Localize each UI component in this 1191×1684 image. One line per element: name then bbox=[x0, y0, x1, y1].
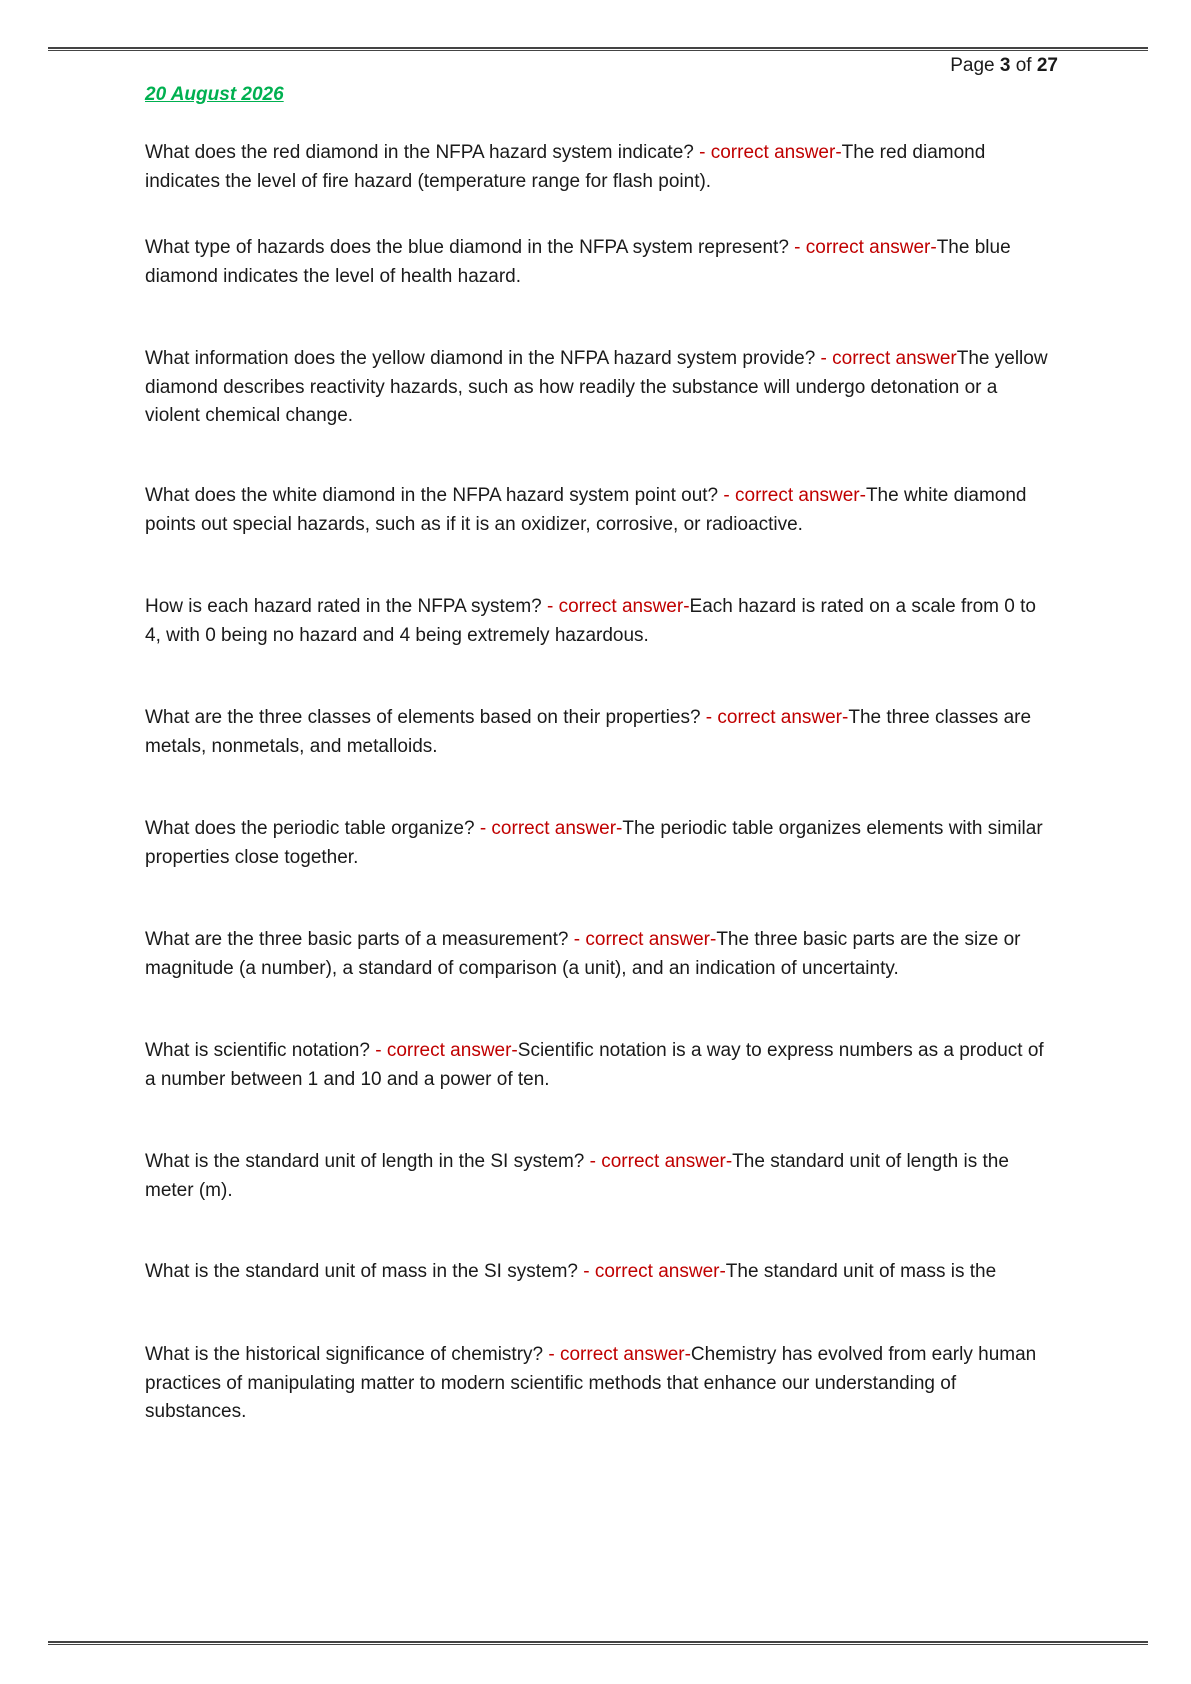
page-total: 27 bbox=[1036, 55, 1058, 76]
question-text: What does the red diamond in the NFPA hazard system indicate? bbox=[145, 142, 694, 163]
answer-label: - correct answer- bbox=[577, 1261, 726, 1282]
qa-item bbox=[145, 139, 1055, 196]
page-number bbox=[950, 54, 1058, 78]
question-text: What is the standard unit of mass in the SI system? bbox=[145, 1261, 578, 1282]
qa-item bbox=[145, 234, 1055, 291]
answer-label: - correct answer- bbox=[541, 596, 690, 617]
answer-text: The white diamond points out special hazards, such as if it is an oxidizer, corrosive, or radioactive. bbox=[145, 485, 1027, 535]
answer-label: - correct answer- bbox=[700, 707, 849, 728]
answer-text: The three classes are metals, nonmetals, and metalloids. bbox=[145, 707, 1032, 757]
question-text: What information does the yellow diamond in the NFPA hazard system provide? bbox=[145, 348, 816, 369]
answer-label: - correct answer- bbox=[474, 818, 623, 839]
answer-label: - correct answer- bbox=[584, 1151, 733, 1172]
answer-label: - correct answer- bbox=[788, 237, 937, 258]
question-text: What are the three classes of elements based on their properties? bbox=[145, 707, 701, 728]
qa-item bbox=[145, 704, 1055, 761]
header-rule bbox=[48, 47, 1148, 51]
qa-item bbox=[145, 345, 1055, 431]
qa-item bbox=[145, 1258, 1055, 1287]
question-text: What are the three basic parts of a measurement? bbox=[145, 929, 569, 950]
question-text: What is the standard unit of length in the SI system? bbox=[145, 1151, 585, 1172]
page-current: 3 bbox=[999, 55, 1011, 76]
qa-item bbox=[145, 1037, 1055, 1094]
answer-label: - correct answer- bbox=[718, 485, 866, 506]
qa-item bbox=[145, 1148, 1055, 1205]
qa-item bbox=[145, 482, 1055, 539]
qa-item bbox=[145, 593, 1055, 650]
question-text: What does the periodic table organize? bbox=[145, 818, 475, 839]
page-of: of bbox=[1015, 55, 1032, 76]
document-date: 20 August 2026 bbox=[145, 84, 284, 105]
qa-item bbox=[145, 1341, 1055, 1427]
answer-text: The standard unit of mass is the bbox=[725, 1261, 997, 1282]
qa-item bbox=[145, 815, 1055, 872]
question-text: What does the white diamond in the NFPA hazard system point out? bbox=[145, 485, 719, 506]
question-text: What is scientific notation? bbox=[145, 1040, 370, 1061]
qa-item bbox=[145, 926, 1055, 983]
answer-label: - correct answer bbox=[815, 348, 957, 369]
answer-label: - correct answer- bbox=[369, 1040, 518, 1061]
answer-text: Scientific notation is a way to express numbers as a product of a number between 1 and 10 and a power of ten. bbox=[145, 1040, 1044, 1090]
question-text: What is the historical significance of chemistry? bbox=[145, 1344, 544, 1365]
answer-text: Each hazard is rated on a scale from 0 to 4, with 0 being no hazard and 4 being extremely hazardous. bbox=[145, 596, 1036, 646]
answer-text: The blue diamond indicates the level of health hazard. bbox=[145, 237, 1011, 287]
answer-text: The standard unit of length is the meter (m). bbox=[145, 1151, 1009, 1201]
answer-text: The periodic table organizes elements with similar properties close together. bbox=[145, 818, 1043, 868]
answer-label: - correct answer- bbox=[693, 142, 842, 163]
answer-text: The red diamond indicates the level of fire hazard (temperature range for flash point). bbox=[145, 142, 986, 192]
answer-text: Chemistry has evolved from early human practices of manipulating matter to modern scientific methods that enhance our understanding of substances. bbox=[145, 1344, 1037, 1422]
question-text: How is each hazard rated in the NFPA system? bbox=[145, 596, 542, 617]
answer-text: The yellow diamond describes reactivity hazards, such as how readily the substance will undergo detonation or a violent chemical change. bbox=[145, 348, 1048, 426]
answer-label: - correct answer- bbox=[568, 929, 717, 950]
answer-text: The three basic parts are the size or magnitude (a number), a standard of comparison (a unit), and an indication of uncertainty. bbox=[145, 929, 1021, 979]
question-text: What type of hazards does the blue diamond in the NFPA system represent? bbox=[145, 237, 789, 258]
footer-rule bbox=[48, 1641, 1148, 1645]
answer-label: - correct answer- bbox=[543, 1344, 691, 1365]
page-prefix: Page bbox=[950, 55, 995, 76]
